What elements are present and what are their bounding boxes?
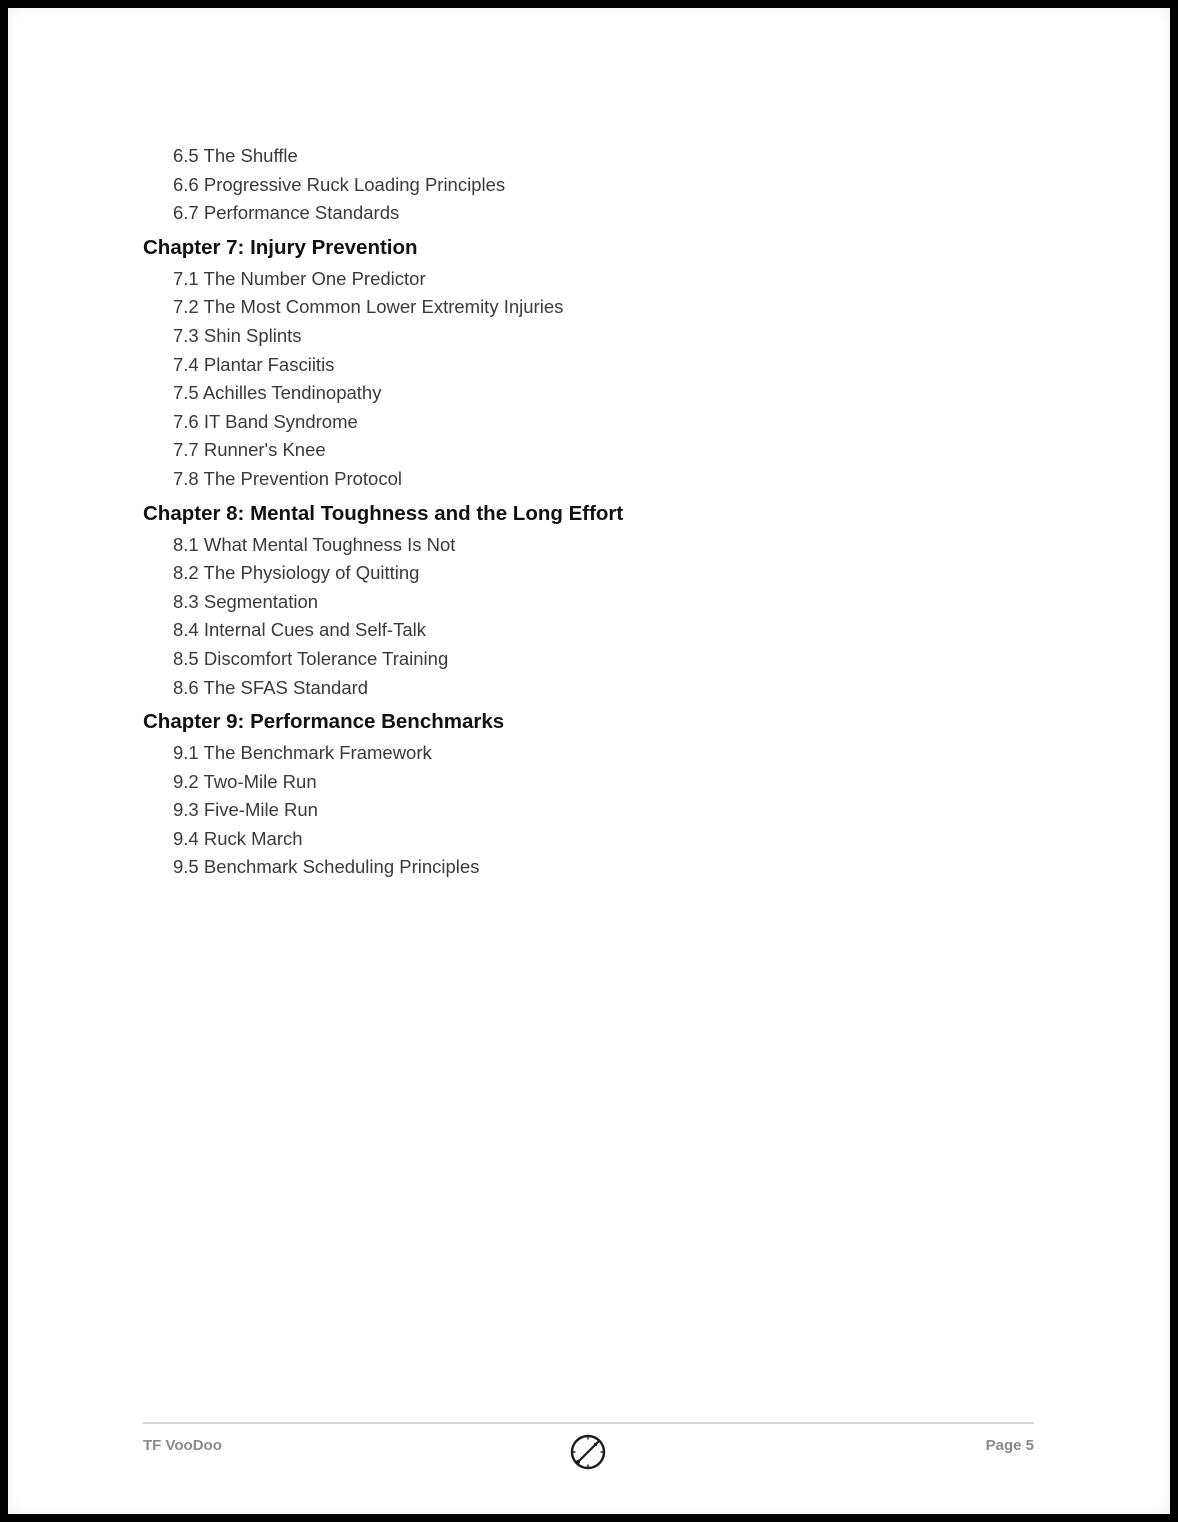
toc-item[interactable]: 7.2 The Most Common Lower Extremity Injuries: [173, 296, 564, 318]
toc-chapter-heading[interactable]: Chapter 8: Mental Toughness and the Long Effort: [143, 501, 624, 525]
footer-divider: [143, 1422, 1034, 1424]
toc-item[interactable]: 8.5 Discomfort Tolerance Training: [173, 647, 449, 669]
toc-chapter-heading[interactable]: Chapter 7: Injury Prevention: [143, 235, 418, 259]
toc-item[interactable]: 7.5 Achilles Tendinopathy: [173, 382, 382, 404]
toc-item[interactable]: 6.7 Performance Standards: [173, 202, 400, 224]
toc-item[interactable]: 7.3 Shin Splints: [173, 324, 302, 346]
toc-item[interactable]: 7.1 The Number One Predictor: [173, 267, 426, 289]
toc-item[interactable]: 7.6 IT Band Syndrome: [173, 410, 358, 432]
page-number: Page 5: [985, 1437, 1034, 1454]
toc-item[interactable]: 8.6 The SFAS Standard: [173, 676, 369, 698]
footer-brand: TF VooDoo: [143, 1437, 222, 1454]
toc-item[interactable]: 9.3 Five-Mile Run: [173, 799, 318, 821]
toc-item[interactable]: 9.4 Ruck March: [173, 827, 303, 849]
table-of-contents: [143, 142, 1043, 882]
toc-item[interactable]: 7.8 The Prevention Protocol: [173, 467, 402, 489]
toc-item[interactable]: 8.4 Internal Cues and Self-Talk: [173, 619, 426, 641]
toc-chapter-heading[interactable]: Chapter 9: Performance Benchmarks: [143, 710, 505, 734]
toc-item[interactable]: 7.4 Plantar Fasciitis: [173, 353, 335, 375]
document-page: [8, 8, 1170, 1514]
toc-item[interactable]: 6.5 The Shuffle: [173, 145, 298, 166]
toc-item[interactable]: 8.1 What Mental Toughness Is Not: [173, 533, 456, 555]
toc-item[interactable]: 9.2 Two-Mile Run: [173, 770, 317, 792]
toc-item[interactable]: 6.6 Progressive Ruck Loading Principles: [173, 173, 506, 195]
compass-logo-icon: [569, 1433, 607, 1471]
toc-item[interactable]: 7.7 Runner's Knee: [173, 439, 326, 461]
toc-item[interactable]: 8.2 The Physiology of Quitting: [173, 562, 420, 584]
toc-item[interactable]: 9.1 The Benchmark Framework: [173, 742, 432, 764]
toc-item[interactable]: 8.3 Segmentation: [173, 590, 319, 612]
toc-item[interactable]: 9.5 Benchmark Scheduling Principles: [173, 856, 480, 878]
